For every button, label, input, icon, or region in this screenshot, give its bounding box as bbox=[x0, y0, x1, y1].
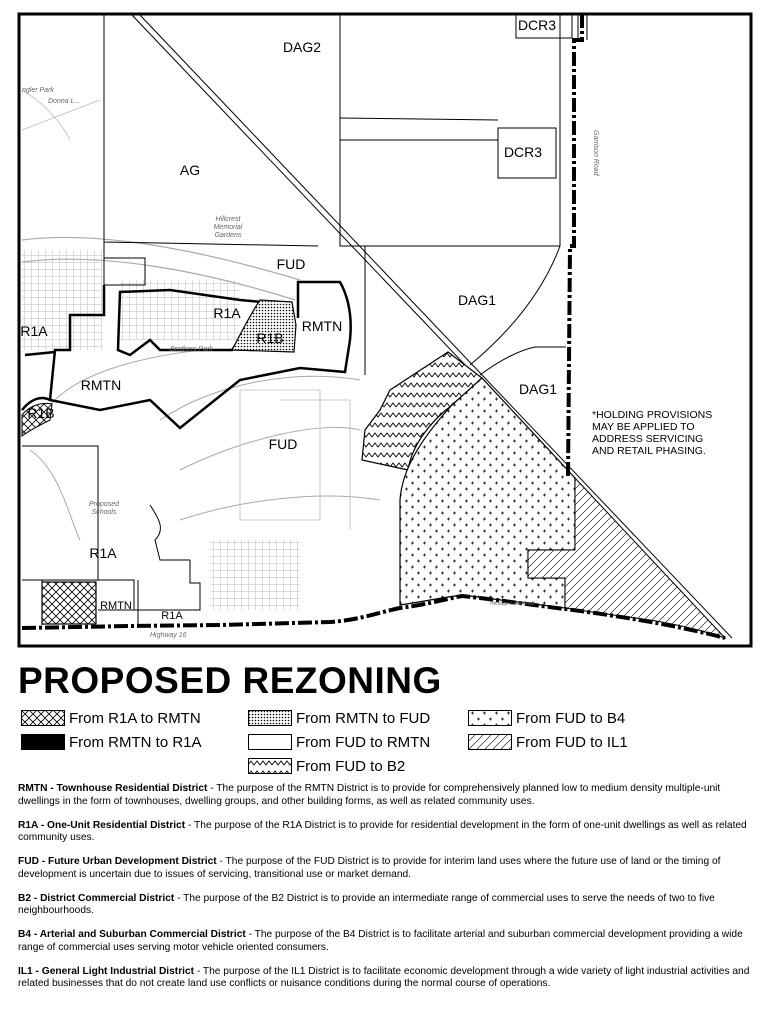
road-label: Garrison Road bbox=[592, 130, 599, 176]
definition-term: B4 - Arterial and Suburban Commercial District bbox=[18, 929, 246, 940]
blank-swatch-icon bbox=[248, 734, 292, 750]
zone-label-r1a-left: R1A bbox=[20, 323, 48, 339]
legend-rmtn-to-fud bbox=[248, 709, 430, 727]
legend-label: From FUD to B2 bbox=[296, 757, 406, 775]
note-line-3: ADDRESS SERVICING bbox=[592, 433, 704, 445]
legend-label: From FUD to RMTN bbox=[296, 733, 431, 751]
legend-fud-to-rmtn bbox=[248, 733, 430, 751]
zone-label-r1b-left: R1B bbox=[27, 405, 55, 421]
definition-term: FUD - Future Urban Development District bbox=[18, 856, 217, 867]
park-label-3: Brothers Park bbox=[170, 346, 213, 353]
cross-hatch-swatch-icon bbox=[21, 710, 65, 726]
legend-rmtn-to-r1a bbox=[21, 733, 202, 751]
zone-label-dag2: DAG2 bbox=[282, 39, 322, 55]
definition-text: - The purpose of the B4 District is to facilitate arterial and suburban commercial development providing a wide range of commercial uses serving motor vehicle oriented consumers. bbox=[18, 929, 743, 953]
zone-label-dcr3-top: DCR3 bbox=[517, 17, 557, 33]
legend-fud-to-b4 bbox=[468, 709, 625, 727]
definition-text: - The purpose of the B2 District is to provide an intermediate range of commercial uses to serve the needs of two to five neighbourhoods. bbox=[18, 892, 715, 916]
plus-swatch-icon bbox=[468, 710, 512, 726]
definition-term: RMTN - Townhouse Residential District bbox=[18, 783, 208, 794]
zone-label-r1a-lower: R1A bbox=[89, 545, 117, 561]
schools-label-1: Proposed bbox=[89, 501, 119, 508]
zigzag-swatch-icon bbox=[248, 758, 292, 774]
zone-label-dag1: DAG1 bbox=[457, 292, 497, 308]
note-line-2: MAY BE APPLIED TO bbox=[592, 421, 695, 433]
legend-label: From FUD to IL1 bbox=[516, 733, 628, 751]
zone-label-rmtn-right: RMTN bbox=[301, 318, 343, 334]
definition-text: - The purpose of the RMTN District is to provide for comprehensively planned low to medium density multiple-unit dwellings in the form of townhouses, dwelling groups, and other building forms, as well as related community uses. bbox=[18, 783, 721, 807]
zone-label-r1b-center: R1B bbox=[256, 330, 284, 346]
definition-text: - The purpose of the FUD District is to provide for interim land uses where the future use of land or the timing of development is uncertain due to issues of servicing, transitional use or market demand. bbox=[18, 856, 721, 880]
holding-provisions-note bbox=[592, 409, 712, 457]
solid-black-swatch-icon bbox=[21, 734, 65, 750]
page-title: PROPOSED REZONING bbox=[18, 660, 442, 701]
road-label-2: Heritage Lake Road bbox=[490, 601, 535, 607]
definition-term: R1A - One-Unit Residential District bbox=[18, 819, 186, 831]
cemetery-label-1: Hillcrest bbox=[215, 216, 241, 223]
note-line-4: AND RETAIL PHASING. bbox=[592, 445, 706, 457]
legend-label: From RMTN to FUD bbox=[296, 709, 431, 727]
definition-rmtn bbox=[18, 783, 753, 808]
legend-r1a-to-rmtn bbox=[21, 709, 201, 727]
highway-label: Highway 16 bbox=[150, 632, 187, 639]
definition-fud bbox=[18, 856, 753, 881]
definition-b2 bbox=[18, 893, 753, 918]
definition-il1 bbox=[18, 966, 753, 991]
cemetery-label-3: Gardens bbox=[214, 232, 242, 239]
note-line-1: *HOLDING PROVISIONS bbox=[592, 409, 713, 421]
park-label: ngler Park bbox=[22, 87, 54, 94]
definition-text: - The purpose of the R1A District is to provide for residential development in the form of one-unit dwellings as well as related community uses. bbox=[18, 819, 747, 843]
zone-label-rmtn-left: RMTN bbox=[80, 377, 122, 393]
cemetery-label-2: Memorial bbox=[213, 224, 243, 231]
legend-label: From RMTN to R1A bbox=[69, 733, 202, 751]
zone-definitions bbox=[18, 783, 753, 1002]
legend-fud-to-il1 bbox=[468, 733, 628, 751]
definition-term: B2 - District Commercial District bbox=[18, 892, 175, 904]
zone-label-fud-center: FUD bbox=[268, 436, 298, 452]
legend-label: From R1A to RMTN bbox=[69, 709, 201, 727]
definition-term: IL1 - General Light Industrial District bbox=[18, 965, 195, 977]
schools-label-2: Schools bbox=[91, 509, 117, 516]
diagonal-hatch-swatch-icon bbox=[468, 734, 512, 750]
dot-swatch-icon bbox=[248, 710, 292, 726]
definition-text: - The purpose of the IL1 District is to facilitate economic development through a wide variety of light industrial activities and related businesses that do not create land use conflicts or nuisance conditions during the normal course of operations. bbox=[18, 965, 750, 989]
legend-fud-to-b2 bbox=[248, 757, 405, 775]
zone-label-dcr3-mid: DCR3 bbox=[503, 144, 543, 160]
zone-label-dag1-small: DAG1 bbox=[518, 381, 558, 397]
definition-b4 bbox=[18, 929, 753, 954]
zone-label-ag: AG bbox=[179, 162, 201, 178]
zone-label-rmtn-bottom: RMTN bbox=[100, 600, 132, 612]
zone-label-fud-upper: FUD bbox=[276, 256, 306, 272]
zone-label-r1a-center: R1A bbox=[213, 305, 241, 321]
definition-r1a bbox=[18, 820, 753, 845]
r1a-to-rmtn-zone bbox=[42, 582, 96, 624]
zone-label-r1a-bottom: R1A bbox=[161, 610, 183, 622]
legend-label: From FUD to B4 bbox=[516, 709, 626, 727]
park-label-2: Donna L... bbox=[48, 98, 81, 105]
